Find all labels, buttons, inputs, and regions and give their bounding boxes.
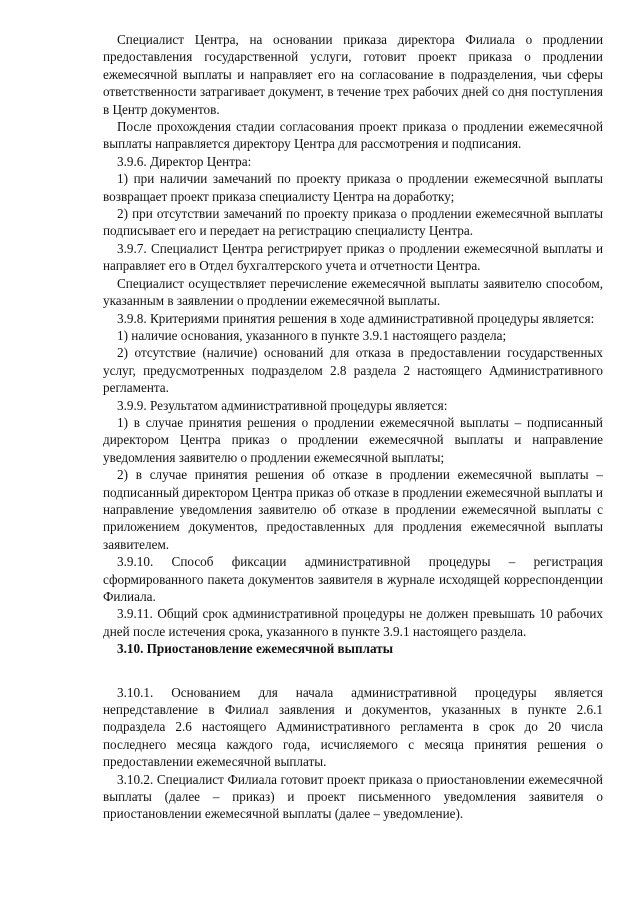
paragraph: 3.9.11. Общий срок административной процедуры не должен превышать 10 рабочих дней после истечения срока, указанного в пункте 3.9.1 настоящего раздела.	[103, 606, 603, 639]
paragraph: 1) при наличии замечаний по проекту приказа о продлении ежемесячной выплаты возвращает проект приказа специалисту Центра на доработку;	[103, 171, 603, 204]
paragraph: Специалист Центра, на основании приказа директора Филиала о продлении предоставления государственной услуги, готовит проект приказа о продлении ежемесячной выплаты и направляет его на согласование в подразделения, чьи сферы ответственности затрагивает документ, в течение трех рабочих дней со дня поступления в Центр документов.	[103, 32, 603, 117]
paragraph: 3.9.7. Специалист Центра регистрирует приказ о продлении ежемесячной выплаты и направляет его в Отдел бухгалтерского учета и отчетности Центра.	[103, 240, 603, 274]
paragraph: 2) отсутствие (наличие) оснований для отказа в предоставлении государственных услуг, предусмотренных подразделом 2.8 раздела 2 настоящего Административного регламента.	[103, 345, 603, 396]
paragraph: Специалист осуществляет перечисление ежемесячной выплаты заявителю способом, указанным в заявлении о продлении ежемесячной выплаты.	[103, 275, 603, 309]
paragraph: 2) в случае принятия решения об отказе в продлении ежемесячной выплаты – подписанный директором Центра приказ об отказе в продлении ежемесячной выплаты и направление уведомления заявителю об отказе в продлении ежемесячной выплаты с приложением документов, предоставленных для продления ежемесячной выплаты заявителем.	[103, 467, 603, 552]
paragraph: 3.9.10. Способ фиксации административной процедуры – регистрация сформированного пакета документов заявителя в журнале исходящей корреспонденции Филиала.	[103, 554, 603, 604]
document-page	[103, 31, 603, 823]
paragraph: 2) при отсутствии замечаний по проекту приказа о продлении ежемесячной выплаты подписывает его и передает на регистрацию специалисту Центра.	[103, 206, 603, 239]
paragraph: 3.9.6. Директор Центра:	[117, 153, 252, 169]
paragraph: 3.9.9. Результатом административной процедуры является:	[117, 397, 448, 413]
paragraph: 1) в случае принятия решения о продлении ежемесячной выплаты – подписанный директором Центра приказ о продлении ежемесячной выплаты и направление уведомления заявителю о продлении ежемесячной выплаты;	[103, 414, 603, 465]
paragraph: 3.10.1. Основанием для начала административной процедуры является непредставление в Филиал заявления и документов, указанных в пункте 2.6.1 подраздела 2.6 настоящего Административного регламента в срок до 20 числа последнего месяца каждого года, исчисляемого с месяца принятия решения о предоставлении ежемесячной выплаты.	[103, 684, 603, 770]
paragraph: 1) наличие основания, указанного в пункте 3.9.1 настоящего раздела;	[117, 327, 507, 343]
paragraph: 3.9.8. Критериями принятия решения в ходе административной процедуры является:	[117, 310, 595, 326]
paragraph: После прохождения стадии согласования проект приказа о продлении ежемесячной выплаты направляется директору Центра для рассмотрения и подписания.	[103, 119, 603, 152]
section-heading: 3.10. Приостановление ежемесячной выплаты	[117, 641, 393, 657]
paragraph: 3.10.2. Специалист Филиала готовит проект приказа о приостановлении ежемесячной выплаты (далее – приказ) и проект письменного уведомления заявителя о приостановлении ежемесячной выплаты (далее – уведомление).	[103, 771, 603, 822]
